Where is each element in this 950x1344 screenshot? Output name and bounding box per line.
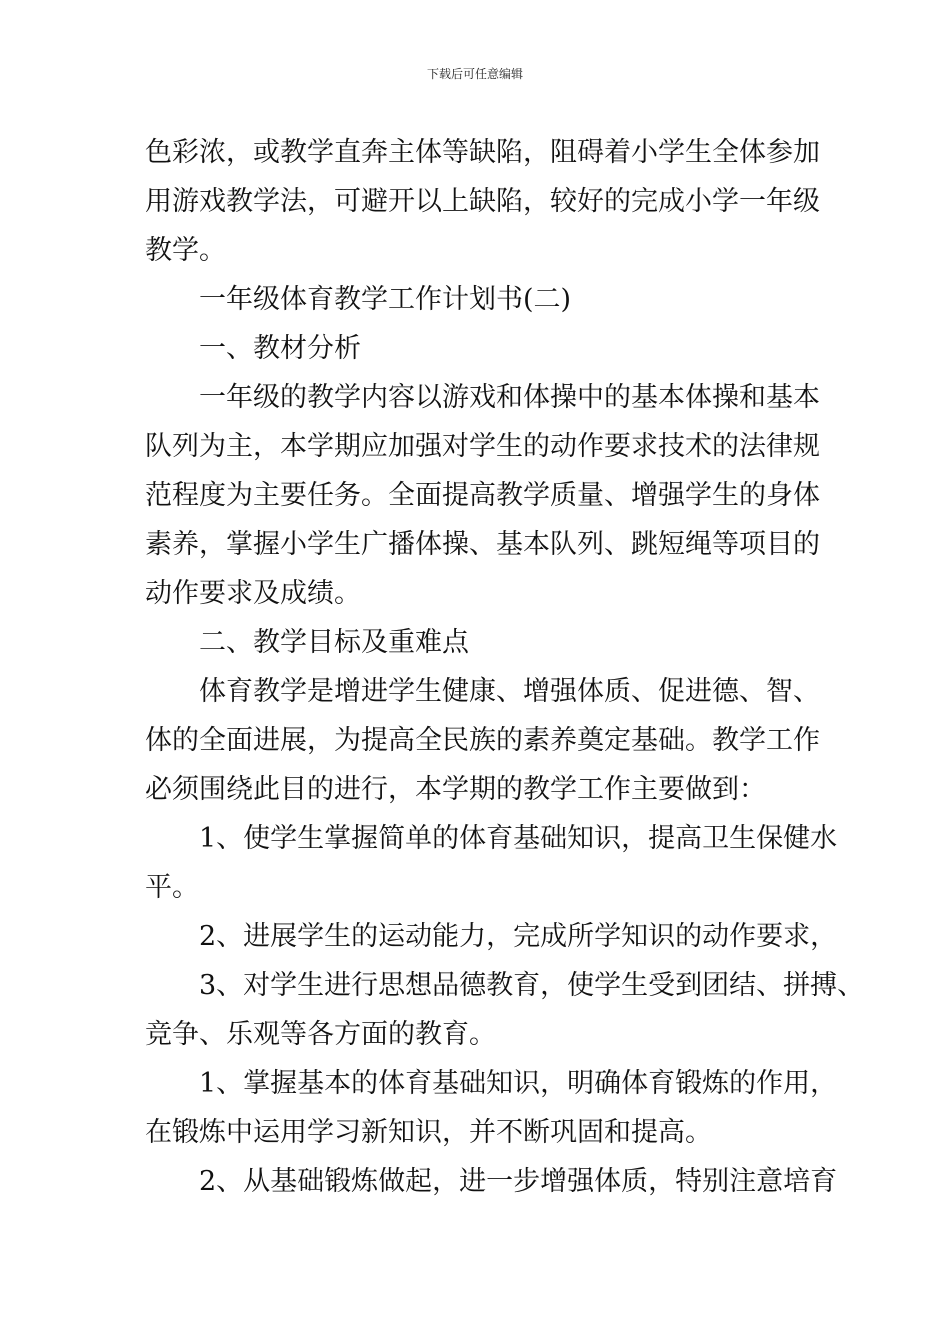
text-line: 素养，掌握小学生广播体操、基本队列、跳短绳等项目的: [145, 529, 820, 560]
text-line: 1、掌握基本的体育基础知识，明确体育锻炼的作用，: [199, 1068, 838, 1099]
text-line: 队列为主，本学期应加强对学生的动作要求技术的法律规: [145, 431, 820, 462]
text-line: 体育教学是增进学生健康、增强体质、促进德、智、: [199, 676, 820, 707]
text-line: 在锻炼中运用学习新知识，并不断巩固和提高。: [145, 1117, 712, 1148]
text-line: 用游戏教学法，可避开以上缺陷，较好的完成小学一年级: [145, 186, 820, 217]
text-line: 竞争、乐观等各方面的教育。: [145, 1019, 496, 1050]
text-line: 2、从基础锻炼做起，进一步增强体质，特别注意培育: [199, 1166, 838, 1197]
text-line: 一年级的教学内容以游戏和体操中的基本体操和基本: [199, 382, 820, 413]
text-line: 3、对学生进行思想品德教育，使学生受到团结、拼搏、: [199, 970, 865, 1001]
text-line: 平。: [145, 872, 199, 903]
text-line: 体的全面进展，为提高全民族的素养奠定基础。教学工作: [145, 725, 820, 756]
text-line: 2、进展学生的运动能力，完成所学知识的动作要求，: [199, 921, 838, 952]
text-line: 范程度为主要任务。全面提高教学质量、增强学生的身体: [145, 480, 820, 511]
text-line: 一、教材分析: [199, 333, 361, 364]
text-line: 动作要求及成绩。: [145, 578, 361, 609]
text-line: 1、使学生掌握简单的体育基础知识，提高卫生保健水: [199, 823, 838, 854]
document-body: [145, 128, 865, 1206]
text-line: 必须围绕此目的进行，本学期的教学工作主要做到：: [145, 774, 766, 805]
text-line: 二、教学目标及重难点: [199, 627, 469, 658]
page-header: 下载后可任意编辑: [426, 67, 523, 81]
text-line: 教学。: [145, 235, 226, 266]
text-line: 一年级体育教学工作计划书(二): [199, 284, 572, 315]
text-line: 色彩浓，或教学直奔主体等缺陷，阻碍着小学生全体参加: [145, 137, 820, 168]
